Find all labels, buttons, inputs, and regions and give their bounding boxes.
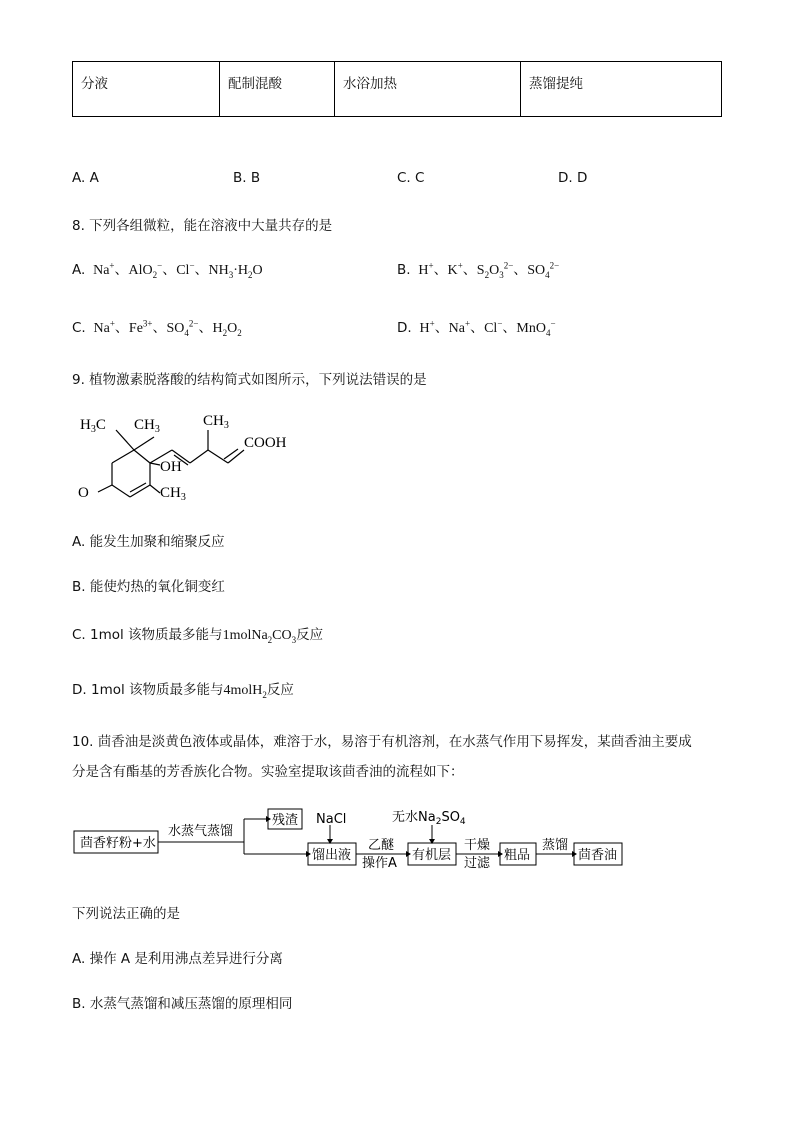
flow-ether: 乙醚 [368,838,395,853]
option-text: 反应 [296,627,324,643]
q8-option-c[interactable] [72,317,242,338]
q7-option-b[interactable]: B. B [233,170,261,186]
q9-option-b[interactable]: B. 能使灼热的氧化铜变红 [72,579,225,595]
flow-distillate: 馏出液 [312,848,352,863]
oh-label: OH [160,459,182,475]
ch3-label: $CH_3$ [203,413,229,431]
q8-stem: 8. 下列各组微粒，能在溶液中大量共存的是 [72,218,333,234]
answer-option-table [72,61,722,117]
q10-stem-line1: 10. 茴香油是淡黄色液体或晶体，难溶于水，易溶于有机溶剂，在水蒸气作用下易挥发，某茴香油主要成 [72,734,692,750]
flow-filter: 过滤 [464,856,491,871]
option-formula: $1molNa_2CO_3$ [222,628,297,645]
ch3-label: $CH_3$ [160,485,186,503]
ch3-label: $CH_3$ [134,417,160,435]
table-cell: 配制混酸 [220,62,335,117]
option-formula: H+、K+、$S_2O_3^{2-}$、$SO_4^{2-}$ [414,260,560,280]
option-text: D. 1mol 该物质最多能与 [72,682,224,698]
flow-anhydrous: 无水$Na_2SO_4$ [392,810,466,827]
extraction-flow-diagram [72,805,632,875]
option-label: A. [72,262,86,278]
table-cell: 水浴加热 [335,62,521,117]
h3c-label: $H_3C$ [80,417,106,435]
q7-option-c[interactable]: C. C [397,170,425,186]
q7-option-a[interactable]: A. A [72,170,99,186]
table-cell: 分液 [73,62,220,117]
abscisic-acid-structure [72,405,312,510]
option-text: 反应 [266,682,294,698]
option-label: C. [72,320,86,336]
flow-product: 茴香油 [578,848,618,863]
option-formula: H+、Na+、Cl−、MnO$_4$− [415,318,556,338]
flow-distill: 蒸馏 [542,838,569,853]
q9-option-a[interactable]: A. 能发生加聚和缩聚反应 [72,534,225,550]
option-formula: Na+、$Fe^{3+}$、$SO_4^{2-}$、$H_2O_2$ [90,318,242,338]
o-label: O [78,485,89,501]
q9-option-d[interactable] [72,678,294,700]
q8-option-d[interactable] [397,317,556,338]
q10-stem-line2: 分是含有酯基的芳香族化合物。实验室提取该茴香油的流程如下： [72,764,464,780]
flow-crude: 粗品 [504,848,531,863]
flow-steam-distill: 水蒸气蒸馏 [168,824,234,839]
option-label: D. [397,320,412,336]
cooh-label: COOH [244,435,287,451]
q8-option-b[interactable] [397,259,559,280]
option-formula: 4molH$_2$ [223,683,267,700]
flow-start: 茴香籽粉+水 [80,836,156,851]
q7-option-d[interactable]: D. D [558,170,588,186]
q10-option-a[interactable]: A. 操作 A 是利用沸点差异进行分离 [72,951,283,967]
q9-option-c[interactable] [72,623,323,645]
option-formula: Na+、AlO$_2$−、Cl−、$NH_3\cdot H_2O$ [89,260,263,280]
flow-residue: 残渣 [272,813,299,828]
q8-option-a[interactable] [72,259,263,280]
flow-operation-a: 操作A [362,856,397,871]
flow-dry: 干燥 [464,838,491,853]
q10-option-b[interactable]: B. 水蒸气蒸馏和减压蒸馏的原理相同 [72,996,293,1012]
option-text: C. 1mol 该物质最多能与 [72,627,223,643]
q10-prompt: 下列说法正确的是 [72,906,180,922]
option-label: B. [397,262,411,278]
flow-organic: 有机层 [412,848,452,863]
flow-nacl: NaCl [316,812,347,827]
q9-stem: 9. 植物激素脱落酸的结构简式如图所示，下列说法错误的是 [72,372,427,388]
table-cell: 蒸馏提纯 [521,62,722,117]
